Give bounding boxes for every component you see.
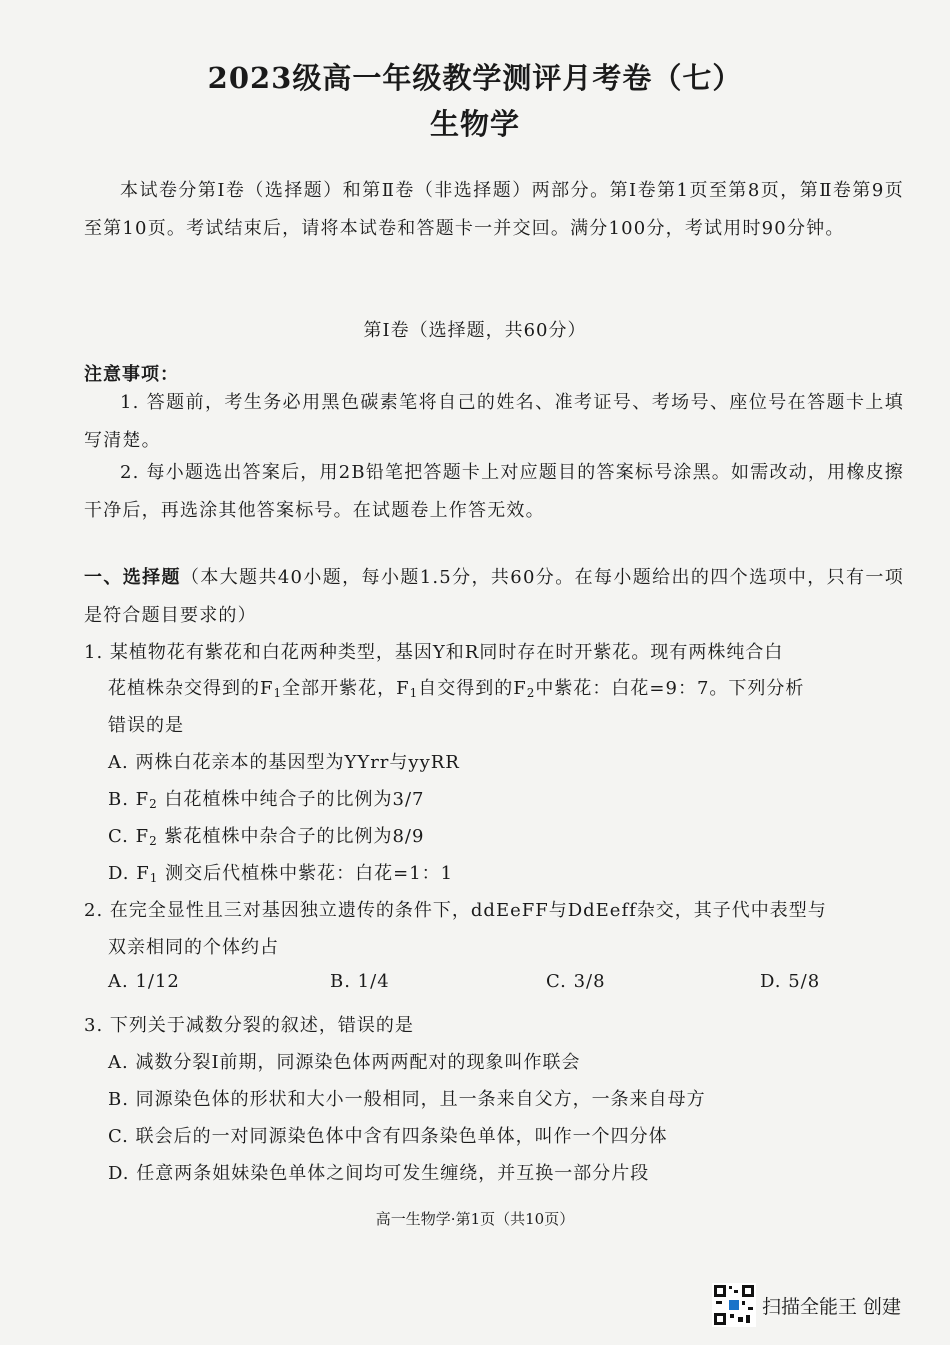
notice-heading: 注意事项： [84,364,179,385]
q2-stem-line2: 双亲相同的个体约占 [108,937,279,958]
subscript: 2 [149,797,158,811]
part1-heading: 第Ⅰ卷（选择题，共60分） [363,320,587,341]
subject-title: 生物学 [429,107,520,141]
qr-code-icon [712,1283,756,1327]
q3-option-c: C. 联会后的一对同源染色体中含有四条染色单体，叫作一个四分体 [108,1126,668,1147]
notice-item-1: 1. 答题前，考生务必用黑色碳素笔将自己的姓名、准考证号、考场号、座位号在答题卡上填写清楚。 [84,392,904,451]
q2-option-a: A. 1/12 [108,971,180,992]
q3-option-d: D. 任意两条姐妹染色单体之间均可发生缠绕，并互换一部分片段 [108,1163,650,1184]
q3-option-b: B. 同源染色体的形状和大小一般相同，且一条来自父方，一条来自母方 [108,1089,706,1110]
q2-option-b: B. 1/4 [330,971,390,992]
q3-stem: 3. 下列关于减数分裂的叙述，错误的是 [84,1015,414,1036]
q1-option-d: D. $F_1$ 测交后代植株中紫花：白花=1：1 [108,863,454,885]
subscript: 1 [273,686,283,700]
q2-stem-line1: 2. 在完全显性且三对基因独立遗传的条件下，ddEeFF与DdEeff杂交，其子代中表型与 [84,900,827,921]
q3-option-a: A. 减数分裂Ⅰ前期，同源染色体两两配对的现象叫作联会 [108,1052,581,1073]
q1-stem-line2: 花植株杂交得到的$F_1$全部开紫花，$F_1$自交得到的$F_2$中紫花：白花=9：7。下列分析 [108,678,805,700]
q1-option-b: B. $F_2$ 白花植株中纯合子的比例为3/7 [108,789,425,811]
q1-stem-line1: 1. 某植物花有紫花和白花两种类型，基因Y和R同时存在时开紫花。现有两株纯合白 [84,642,784,663]
section1-label: 一、选择题 [84,567,181,588]
scanner-watermark: 扫描全能王 创建 [762,1296,902,1318]
notice-item-2: 2. 每小题选出答案后，用2B铅笔把答题卡上对应题目的答案标号涂黑。如需改动，用橡皮擦干净后，再选涂其他答案标号。在试题卷上作答无效。 [84,462,904,521]
q1-option-c: C. $F_2$ 紫花植株中杂合子的比例为8/9 [108,826,425,848]
exam-title: 2023级高一年级教学测评月考卷（七） [207,61,743,95]
q2-option-c: C. 3/8 [546,971,606,992]
q1-stem-line3: 错误的是 [108,715,184,736]
q1-option-a: A. 两株白花亲本的基因型为YYrr与yyRR [108,752,460,773]
subscript: 2 [526,686,536,700]
subscript: 1 [149,871,159,885]
subscript: 2 [149,834,158,848]
section1-desc: （本大题共40小题，每小题1.5分，共60分。在每小题给出的四个选项中，只有一项是符合题目要求的） [84,567,905,626]
q2-option-d: D. 5/8 [760,971,821,992]
subscript: 1 [409,686,419,700]
intro-paragraph: 本试卷分第Ⅰ卷（选择题）和第Ⅱ卷（非选择题）两部分。第Ⅰ卷第1页至第8页，第Ⅱ卷第9页至第10页。考试结束后，请将本试卷和答题卡一并交回。满分100分，考试用时90分钟。 [84,180,904,239]
section1-intro [84,559,904,635]
page-footer: 高一生物学·第1页（共10页） [375,1210,575,1228]
